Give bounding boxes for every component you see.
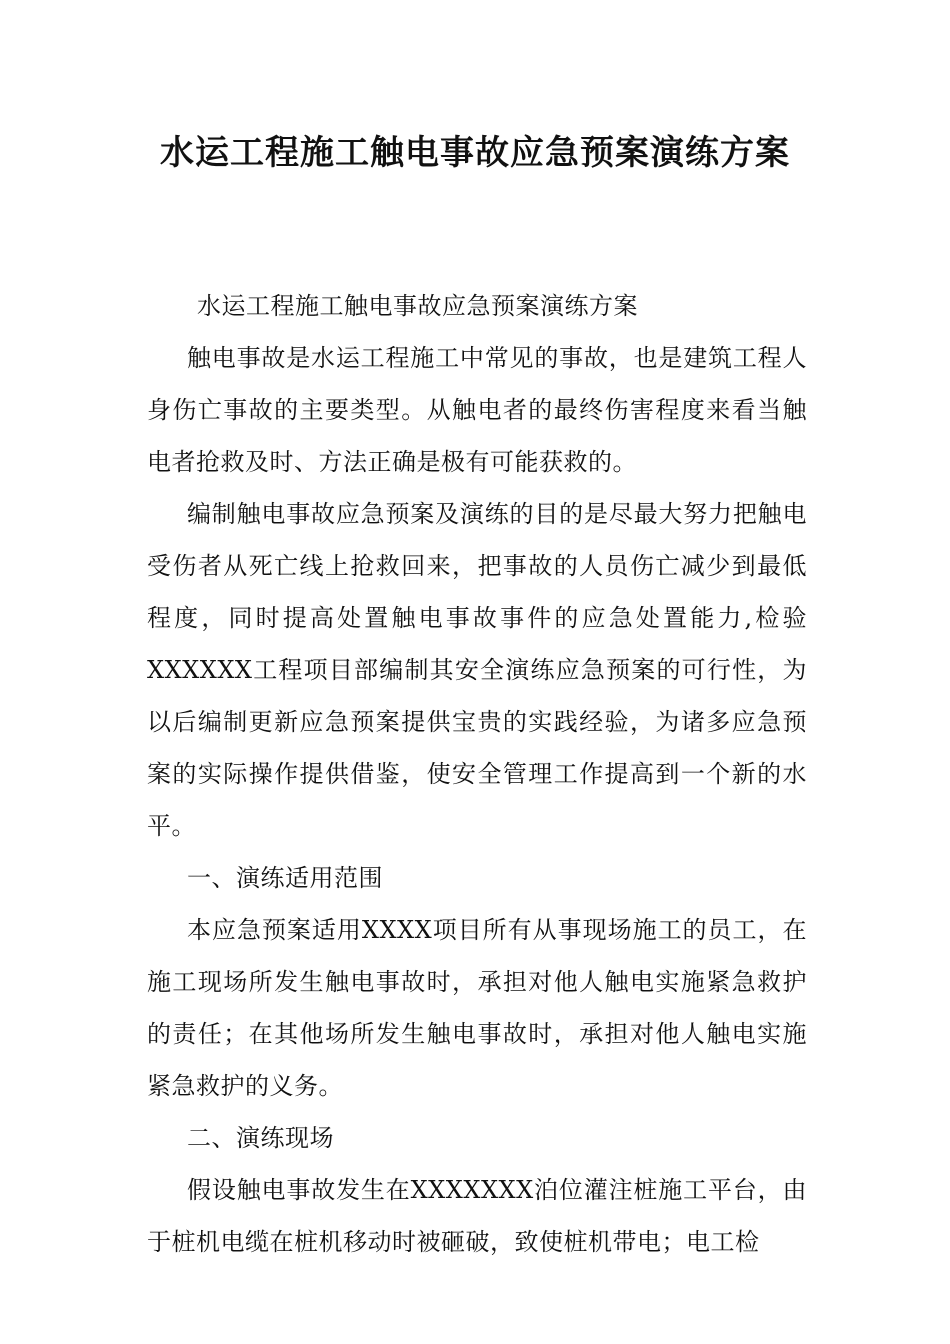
- paragraph-purpose: 编制触电事故应急预案及演练的目的是尽最大努力把触电受伤者从死亡线上抢救回来，把事故的人员伤亡减少到最低程度，同时提高处置触电事故事件的应急处置能力,检验XXXXXX工程项目部编制其安全演练应急预案的可行性，为以后编制更新应急预案提供宝贵的实践经验，为诸多应急预案的实际操作提供借鉴，使安全管理工作提高到一个新的水平。: [147, 500, 807, 840]
- paragraph-intro: 触电事故是水运工程施工中常见的事故，也是建筑工程人身伤亡事故的主要类型。从触电者的最终伤害程度来看当触电者抢救及时、方法正确是极有可能获救的。: [147, 344, 807, 476]
- document-body: [147, 280, 807, 1268]
- document-subtitle: 水运工程施工触电事故应急预案演练方案: [197, 292, 638, 320]
- section-heading-site: 二、演练现场: [187, 1124, 334, 1152]
- paragraph-site: 假设触电事故发生在XXXXXXX泊位灌注桩施工平台，由于桩机电缆在桩机移动时被砸破，致使桩机带电；电工检: [147, 1176, 807, 1256]
- document-title: 水运工程施工触电事故应急预案演练方案: [160, 133, 790, 173]
- section-heading-scope: 一、演练适用范围: [187, 864, 383, 892]
- paragraph-scope: 本应急预案适用XXXX项目所有从事现场施工的员工，在施工现场所发生触电事故时，承担对他人触电实施紧急救护的责任；在其他场所发生触电事故时，承担对他人触电实施紧急救护的义务。: [147, 916, 807, 1100]
